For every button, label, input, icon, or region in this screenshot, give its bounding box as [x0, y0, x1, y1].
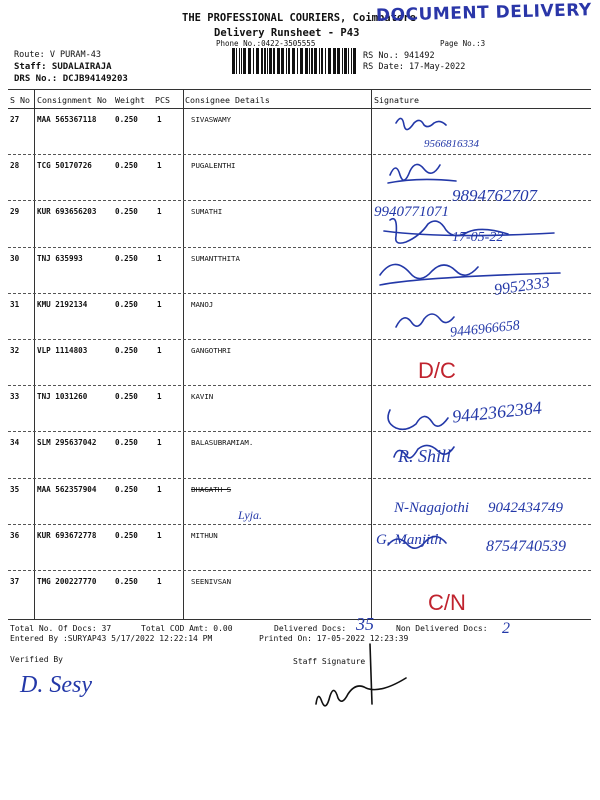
row-consignment-no: SLM 295637042: [37, 438, 97, 448]
row-pcs: 1: [157, 207, 162, 217]
document-delivery-stamp: DOCUMENT DELIVERY: [375, 0, 592, 26]
non-delivered-docs-label: Non Delivered Docs:: [396, 624, 488, 633]
row-consignment-no: TNJ 1031260: [37, 392, 88, 402]
row-consignee: BHAGATH S: [191, 484, 232, 494]
row-sno: 29: [10, 207, 20, 217]
row-weight: 0.250: [115, 346, 138, 355]
column-header-weight: Weight: [115, 95, 145, 105]
delivered-docs-count: 35: [356, 614, 374, 634]
rs-date: RS Date: 17-May-2022: [363, 62, 466, 72]
table-top-rule: [8, 89, 591, 90]
verified-by-label: Verified By: [10, 655, 63, 664]
row-weight: 0.250: [115, 161, 138, 171]
row-weight: 0.250: [115, 530, 138, 540]
row-consignment-no: TNJ 635993: [37, 253, 83, 263]
column-divider: [34, 89, 35, 619]
row-consignment-no: KMU 2192134: [37, 299, 88, 309]
row-pcs: 1: [157, 299, 162, 309]
column-header-signature: Signature: [374, 95, 419, 105]
row-pcs: 1: [157, 392, 162, 402]
row-consignment-no: MAA 565367118: [37, 115, 97, 124]
handwritten-phone-30: 9952333: [493, 274, 551, 299]
total-cod: Total COD Amt: 0.00: [141, 624, 233, 633]
handwritten-date-29: 17-05-22: [452, 230, 504, 245]
verified-by-signature: D. Sesy: [20, 672, 92, 698]
row-consignment-no: TMG 200227770: [37, 577, 97, 586]
row-consignment-no: VLP 1114803: [37, 346, 88, 355]
handwritten-cn-mark: C/N: [428, 590, 466, 615]
row-consignee: BALASUBRAMIAM.: [191, 438, 254, 448]
handwritten-signature-35: Lyja.: [238, 508, 262, 522]
drs-number: DRS No.: DCJB94149203: [14, 74, 128, 84]
staff-signature-label: Staff Signature: [293, 657, 366, 666]
row-weight: 0.250: [115, 253, 138, 263]
row-sno: 31: [10, 299, 20, 309]
row-consignee: SUMATHI: [191, 207, 223, 217]
handwritten-phone-29: 9940771071: [374, 204, 449, 220]
row-weight: 0.250: [115, 438, 138, 448]
column-header-consignment: Consignment No: [37, 95, 107, 105]
handwritten-phone-35: 9042434749: [488, 500, 563, 516]
row-weight: 0.250: [115, 484, 138, 494]
column-header-pcs: PCS: [155, 95, 170, 105]
rs-number: RS No.: 941492: [363, 51, 435, 61]
row-sno: 32: [10, 346, 20, 355]
row-consignee: GANGOTHRI: [191, 346, 232, 355]
row-weight: 0.250: [115, 299, 138, 309]
entered-by: Entered By :SURYAP43 5/17/2022 12:22:14 PM: [10, 634, 213, 643]
row-sno: 34: [10, 438, 20, 448]
handwritten-dc-mark: D/C: [418, 358, 456, 383]
row-weight: 0.250: [115, 577, 138, 586]
row-consignee: KAVIN: [191, 392, 214, 402]
column-divider: [183, 89, 184, 619]
handwritten-phone-28: 9894762707: [452, 186, 537, 205]
phone-number: Phone No.:0422-3505555: [216, 39, 316, 48]
handwritten-name-35: N-Nagajothi: [394, 500, 470, 516]
company-name: THE PROFESSIONAL COURIERS, Coimbatore: [182, 12, 416, 24]
barcode-icon: [232, 48, 356, 74]
row-sno: 35: [10, 484, 20, 494]
row-sno: 27: [10, 115, 20, 124]
row-weight: 0.250: [115, 207, 138, 217]
handwritten-signature-34: R. Shill: [398, 446, 451, 466]
row-pcs: 1: [157, 484, 162, 494]
row-pcs: 1: [157, 115, 162, 124]
handwritten-phone-33: 9442362384: [451, 397, 543, 427]
row-consignment-no: KUR 693672778: [37, 530, 97, 540]
row-pcs: 1: [157, 530, 162, 540]
row-consignee: SUMANTTHITA: [191, 253, 240, 263]
row-pcs: 1: [157, 161, 162, 171]
row-consignee: SIVASWAMY: [191, 115, 232, 124]
row-consignee: MITHUN: [191, 530, 218, 540]
row-consignment-no: MAA 562357904: [37, 484, 97, 494]
handwritten-phone-36: 8754740539: [486, 538, 566, 555]
row-sno: 28: [10, 161, 20, 171]
handwritten-name-36: G. Manjith: [376, 532, 442, 548]
row-sno: 33: [10, 392, 20, 402]
total-docs: Total No. Of Docs: 37: [10, 624, 112, 633]
row-pcs: 1: [157, 438, 162, 448]
row-consignment-no: KUR 693656203: [37, 207, 97, 217]
row-pcs: 1: [157, 346, 162, 355]
row-sno: 30: [10, 253, 20, 263]
row-weight: 0.250: [115, 115, 138, 124]
page-number: Page No.:3: [440, 39, 486, 48]
row-consignee: MANOJ: [191, 299, 214, 309]
staff-signature-icon: [300, 640, 410, 720]
row-weight: 0.250: [115, 392, 138, 402]
row-consignee: SEENIVSAN: [191, 577, 232, 586]
route-label: Route: V PURAM-43: [14, 50, 101, 60]
runsheet-title: Delivery Runsheet - P43: [214, 27, 360, 39]
row-pcs: 1: [157, 577, 162, 586]
handwritten-phone-27: 9566816334: [424, 138, 479, 150]
non-delivered-docs-count: 2: [502, 620, 510, 637]
row-sno: 37: [10, 577, 20, 586]
delivered-docs-label: Delivered Docs:: [274, 624, 347, 633]
printed-on: Printed On: 17-05-2022 12:23:39: [259, 634, 409, 643]
column-header-sno: S No: [10, 95, 30, 105]
row-sno: 36: [10, 530, 20, 540]
row-consignment-no: TCG 50170726: [37, 161, 92, 171]
row-pcs: 1: [157, 253, 162, 263]
staff-label: Staff: SUDALAIRAJA: [14, 62, 112, 72]
row-consignee: PUGALENTHI: [191, 161, 236, 171]
handwritten-phone-31: 9446966658: [449, 318, 521, 341]
column-header-consignee: Consignee Details: [185, 95, 270, 105]
